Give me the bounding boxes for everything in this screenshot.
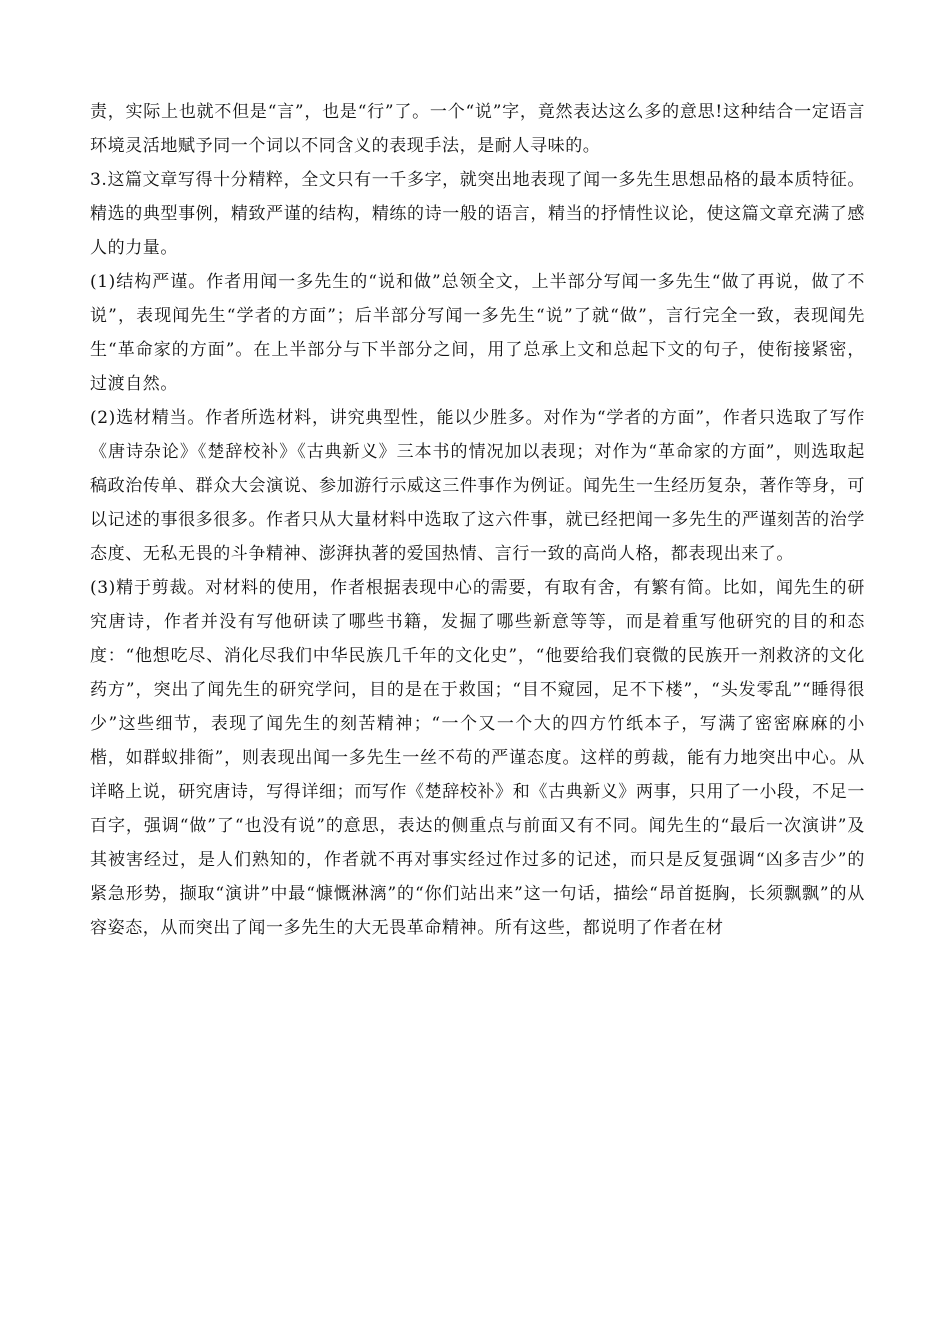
paragraph-structure: (1)结构严谨。作者用闻一多先生的“说和做”总领全文，上半部分写闻一多先生“做了再说，做了不说”，表现闻先生“学者的方面”；后半部分写闻一多先生“说”了就“做”，言行完全一致，表现闻先生“革命家的方面”。在上半部分与下半部分之间，用了总承上文和总起下文的句子，使衔接紧密，过渡自然。 <box>90 272 865 394</box>
document-body <box>90 95 865 945</box>
paragraph-material-selection: (2)选材精当。作者所选材料，讲究典型性，能以少胜多。对作为“学者的方面”，作者只选取了写作《唐诗杂论》《楚辞校补》《古典新义》三本书的情况加以表现；对作为“革命家的方面”，则选取起稿政治传单、群众大会演说、参加游行示威这三件事作为例证。闻先生一生经历复杂，著作等身，可以记述的事很多很多。作者只从大量材料中选取了这六件事，就已经把闻一多先生的严谨刻苦的治学态度、无私无畏的斗争精神、澎湃执著的爱国热情、言行一致的高尚人格，都表现出来了。 <box>90 408 865 564</box>
paragraph-editing: (3)精于剪裁。对材料的使用，作者根据表现中心的需要，有取有舍，有繁有简。比如，闻先生的研究唐诗，作者并没有写他研读了哪些书籍，发掘了哪些新意等等，而是着重写他研究的目的和态度：“他想吃尽、消化尽我们中华民族几千年的文化史”，“他要给我们衰微的民族开一剂救济的文化药方”，突出了闻先生的研究学问，目的是在于救国；“目不窥园，足不下楼”，“头发零乱”“睡得很少”这些细节，表现了闻先生的刻苦精神；“一个又一个大的四方竹纸本子，写满了密密麻麻的小楷，如群蚁排衙”，则表现出闻一多先生一丝不苟的严谨态度。这样的剪裁，能有力地突出中心。从详略上说，研究唐诗，写得详细；而写作《楚辞校补》和《古典新义》两事，只用了一小段，不足一百字，强调“做”了“也没有说”的意思，表达的侧重点与前面又有不同。闻先生的“最后一次演讲”及其被害经过，是人们熟知的，作者就不再对事实经过作过多的记述，而只是反复强调“凶多吉少”的紧急形势，撷取“演讲”中最“慷慨淋漓”的“你们站出来”这一句话，描绘“昂首挺胸，长须飘飘”的从容姿态，从而突出了闻一多先生的大无畏革命精神。所有这些，都说明了作者在材 <box>90 578 865 938</box>
paragraph-continuation: 责，实际上也就不但是“言”，也是“行”了。一个“说”字，竟然表达这么多的意思!这种结合一定语言环境灵活地赋予同一个词以不同含义的表现手法，是耐人寻味的。 <box>90 102 865 156</box>
paragraph-point-3: 3.这篇文章写得十分精粹，全文只有一千多字，就突出地表现了闻一多先生思想品格的最本质特征。精选的典型事例，精致严谨的结构，精练的诗一般的语言，精当的抒情性议论，使这篇文章充满了感人的力量。 <box>90 170 865 258</box>
